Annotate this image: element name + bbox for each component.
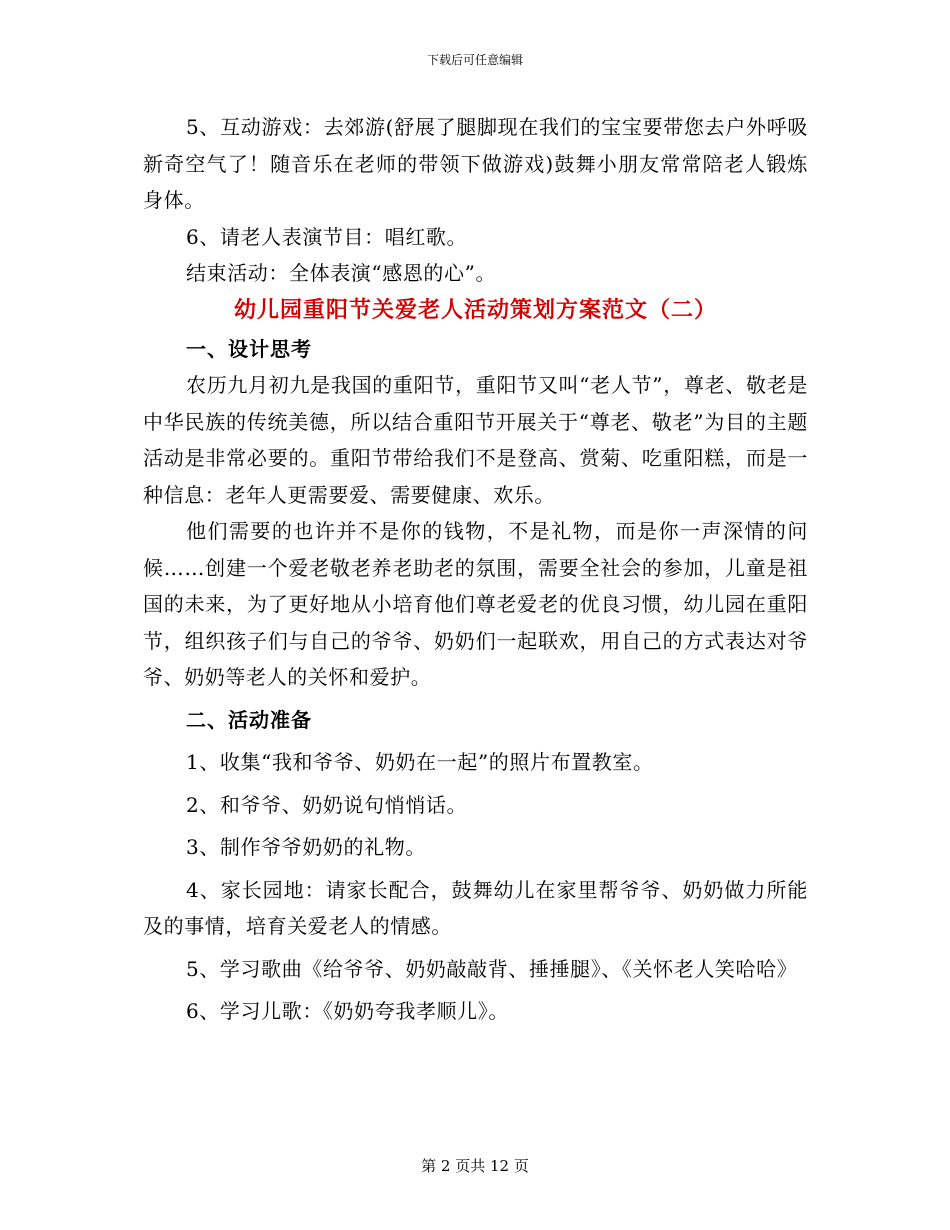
prep-heading: 二、活动准备 [186,707,312,732]
page-footer: 第 2 页共 12 页 [421,1157,529,1175]
prep-item-3: 3、制作爷爷奶奶的礼物。 [186,835,426,859]
activity-step-6: 6、请老人表演节目：唱红歌。 [186,224,468,249]
prep-item-6: 6、学习儿歌：《奶奶夸我孝顺儿》。 [186,999,509,1023]
activity-step-5: 5、互动游戏：去郊游(舒展了腿脚现在我们的宝宝要带您去户外呼吸新奇空气了！随音乐在老师的带领下做游戏)鼓舞小朋友常常陪老人锻炼身体。 [143,115,808,212]
activity-ending: 结束活动：全体表演“感恩的心”。 [186,261,497,285]
design-heading: 一、设计思考 [186,336,312,361]
prep-item-5: 5、学习歌曲《给爷爷、奶奶敲敲背、捶捶腿》、《关怀老人笑哈哈》 [186,956,798,981]
prep-item-2: 2、和爷爷、奶奶说句悄悄话。 [186,792,468,817]
article-title: 幼儿园重阳节关爱老人活动策划方案范文（二） [233,297,717,323]
document-body [143,109,808,1030]
prep-item-4: 4、家长园地：请家长配合，鼓舞幼儿在家里帮爷爷、奶奶做力所能及的事情，培育关爱老人的情感。 [143,877,808,938]
page-header: 下载后可任意编辑 [426,53,523,67]
design-paragraph-2: 他们需要的也许并不是你的钱物，不是礼物，而是你一声深情的问候……创建一个爱老敬老养老助老的氛围，需要全社会的参加，儿童是祖国的未来，为了更好地从小培育他们尊老爱老的优良习惯，幼儿园在重阳节，组织孩子们与自己的爷爷、奶奶们一起联欢，用自己的方式表达对爷爷、奶奶等老人的关怀和爱护。 [143,519,808,689]
prep-item-1: 1、收集“我和爷爷、奶奶在一起”的照片布置教室。 [186,750,654,774]
design-paragraph-1: 农历九月初九是我国的重阳节，重阳节又叫“老人节”，尊老、敬老是中华民族的传统美德，所以结合重阳节开展关于“尊老、敬老”为目的主题活动是非常必要的。重阳节带给我们不是登高、赏菊、吃重阳糕，而是一种信息：老年人更需要爱、需要健康、欢乐。 [143,373,808,507]
